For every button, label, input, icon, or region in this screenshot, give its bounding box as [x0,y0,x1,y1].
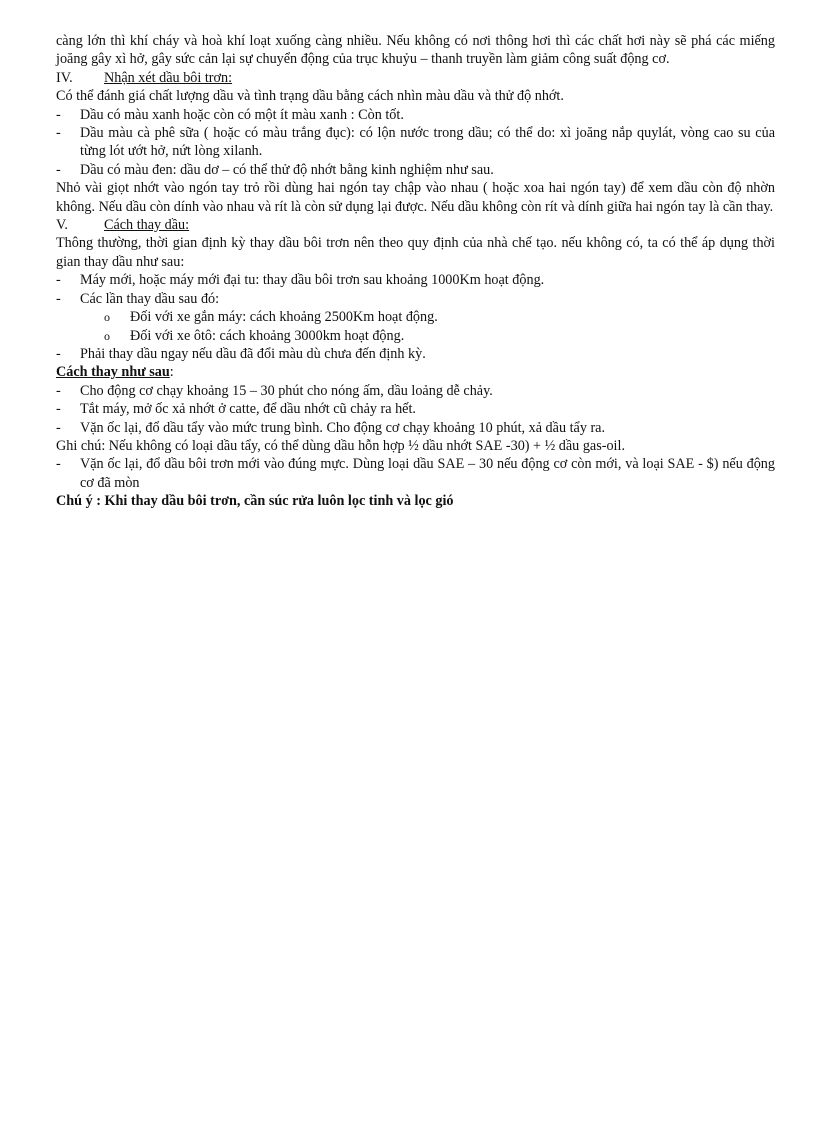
list-item [56,382,775,400]
section-heading-v [56,216,775,234]
section-number: IV. [56,69,73,86]
list-item-text: Cho động cơ chạy khoảng 15 – 30 phút cho nóng ấm, dầu loảng dễ chảy. [80,382,493,399]
paragraph-intro: càng lớn thì khí cháy và hoà khí loạt xuống càng nhiều. Nếu không có nơi thông hơi thì các chất hơi này sẽ phá các miếng joăng gây xì hở, gây sức cản lại sự chuyển động của trục khuỷu – thanh truyền làm giảm công suất động cơ. [56,33,775,68]
list-item [56,271,775,289]
list-item-text: Tắt máy, mở ốc xả nhớt ở catte, để dầu nhớt cũ chảy ra hết. [80,401,416,418]
section-title: Cách thay dầu: [104,217,190,234]
paragraph: Nhỏ vài giọt nhớt vào ngón tay trỏ rồi dùng hai ngón tay chập vào nhau ( hoặc xoa hai ngón tay) để xem dầu còn độ nhờn không. Nếu dầu còn dính vào nhau và rít là còn sử dụng lại được. Nếu dầu không còn rít và dính giữa hai ngón tay là cần thay. [56,180,775,215]
list-item-text: Dầu màu cà phê sữa ( hoặc có màu trắng đục): có lộn nước trong dầu; có thể do: xì joăng nắp quylát, vòng cao su của từng lót ướt hở, nứt lòng xilanh. [80,125,775,160]
method-title: Cách thay như sau [56,364,170,381]
dash-bullet: - [56,345,61,362]
dash-bullet: - [56,456,61,473]
list-item-text: Vặn ốc lại, đổ dầu bôi trơn mới vào đúng mực. Dùng loại dầu SAE – 30 nếu động cơ còn mới, và loại SAE - $) nếu động cơ đã mòn [80,456,775,491]
circle-bullet-icon: o [104,328,110,343]
list-item-text: Máy mới, hoặc máy mới đại tu: thay dầu bôi trơn sau khoảng 1000Km hoạt động. [80,272,545,289]
sub-list-item [56,327,775,345]
list-item [56,419,775,437]
list-item-text: Phải thay dầu ngay nếu dầu đã đổi màu dù chưa đến định kỳ. [80,345,426,362]
circle-bullet-icon: o [104,310,110,325]
dash-bullet: - [56,382,61,399]
list-item [56,345,775,363]
dash-bullet: - [56,290,61,307]
document-page [56,32,775,511]
list-item [56,106,775,124]
dash-bullet: - [56,272,61,289]
paragraph: Có thể đánh giá chất lượng dầu và tình trạng dầu bằng cách nhìn màu dầu và thử độ nhớt. [56,88,564,105]
dash-bullet: - [56,401,61,418]
dash-bullet: - [56,125,61,142]
list-item-text: Vặn ốc lại, đổ dầu tẩy vào mức trung bình. Cho động cơ chạy khoảng 10 phút, xả dầu tẩy ra. [80,419,606,436]
list-item [56,124,775,161]
list-item [56,290,775,308]
dash-bullet: - [56,106,61,123]
list-item [56,400,775,418]
list-item-text: Các lần thay dầu sau đó: [80,290,220,307]
list-item [56,161,775,179]
section-title: Nhận xét dầu bôi trơn: [104,69,233,86]
sub-list-item [56,308,775,326]
sub-list-item-text: Đối với xe gắn máy: cách khoảng 2500Km hoạt động. [130,309,438,326]
paragraph: Thông thường, thời gian định kỳ thay dầu bôi trơn nên theo quy định của nhà chế tạo. nếu không có, ta có thể áp dụng thời gian thay dầu như sau: [56,235,775,270]
method-heading [56,363,775,381]
bold-note: Chú ý : Khi thay dầu bôi trơn, cần súc rửa luôn lọc tinh và lọc gió [56,493,454,510]
section-heading-iv [56,69,775,87]
sub-list-item-text: Đối với xe ôtô: cách khoảng 3000km hoạt động. [130,327,405,344]
paragraph-note: Ghi chú: Nếu không có loại dầu tẩy, có thể dùng dầu hỗn hợp ½ dầu nhớt SAE -30) + ½ dầu gas-oil. [56,437,625,454]
dash-bullet: - [56,161,61,178]
method-colon: : [169,364,174,381]
list-item-text: Dầu có màu xanh hoặc còn có một ít màu xanh : Còn tốt. [80,106,404,123]
section-number: V. [56,217,68,234]
list-item [56,455,775,492]
dash-bullet: - [56,419,61,436]
list-item-text: Dầu có màu đen: dầu dơ – có thể thử độ nhớt bằng kinh nghiệm như sau. [80,161,494,178]
